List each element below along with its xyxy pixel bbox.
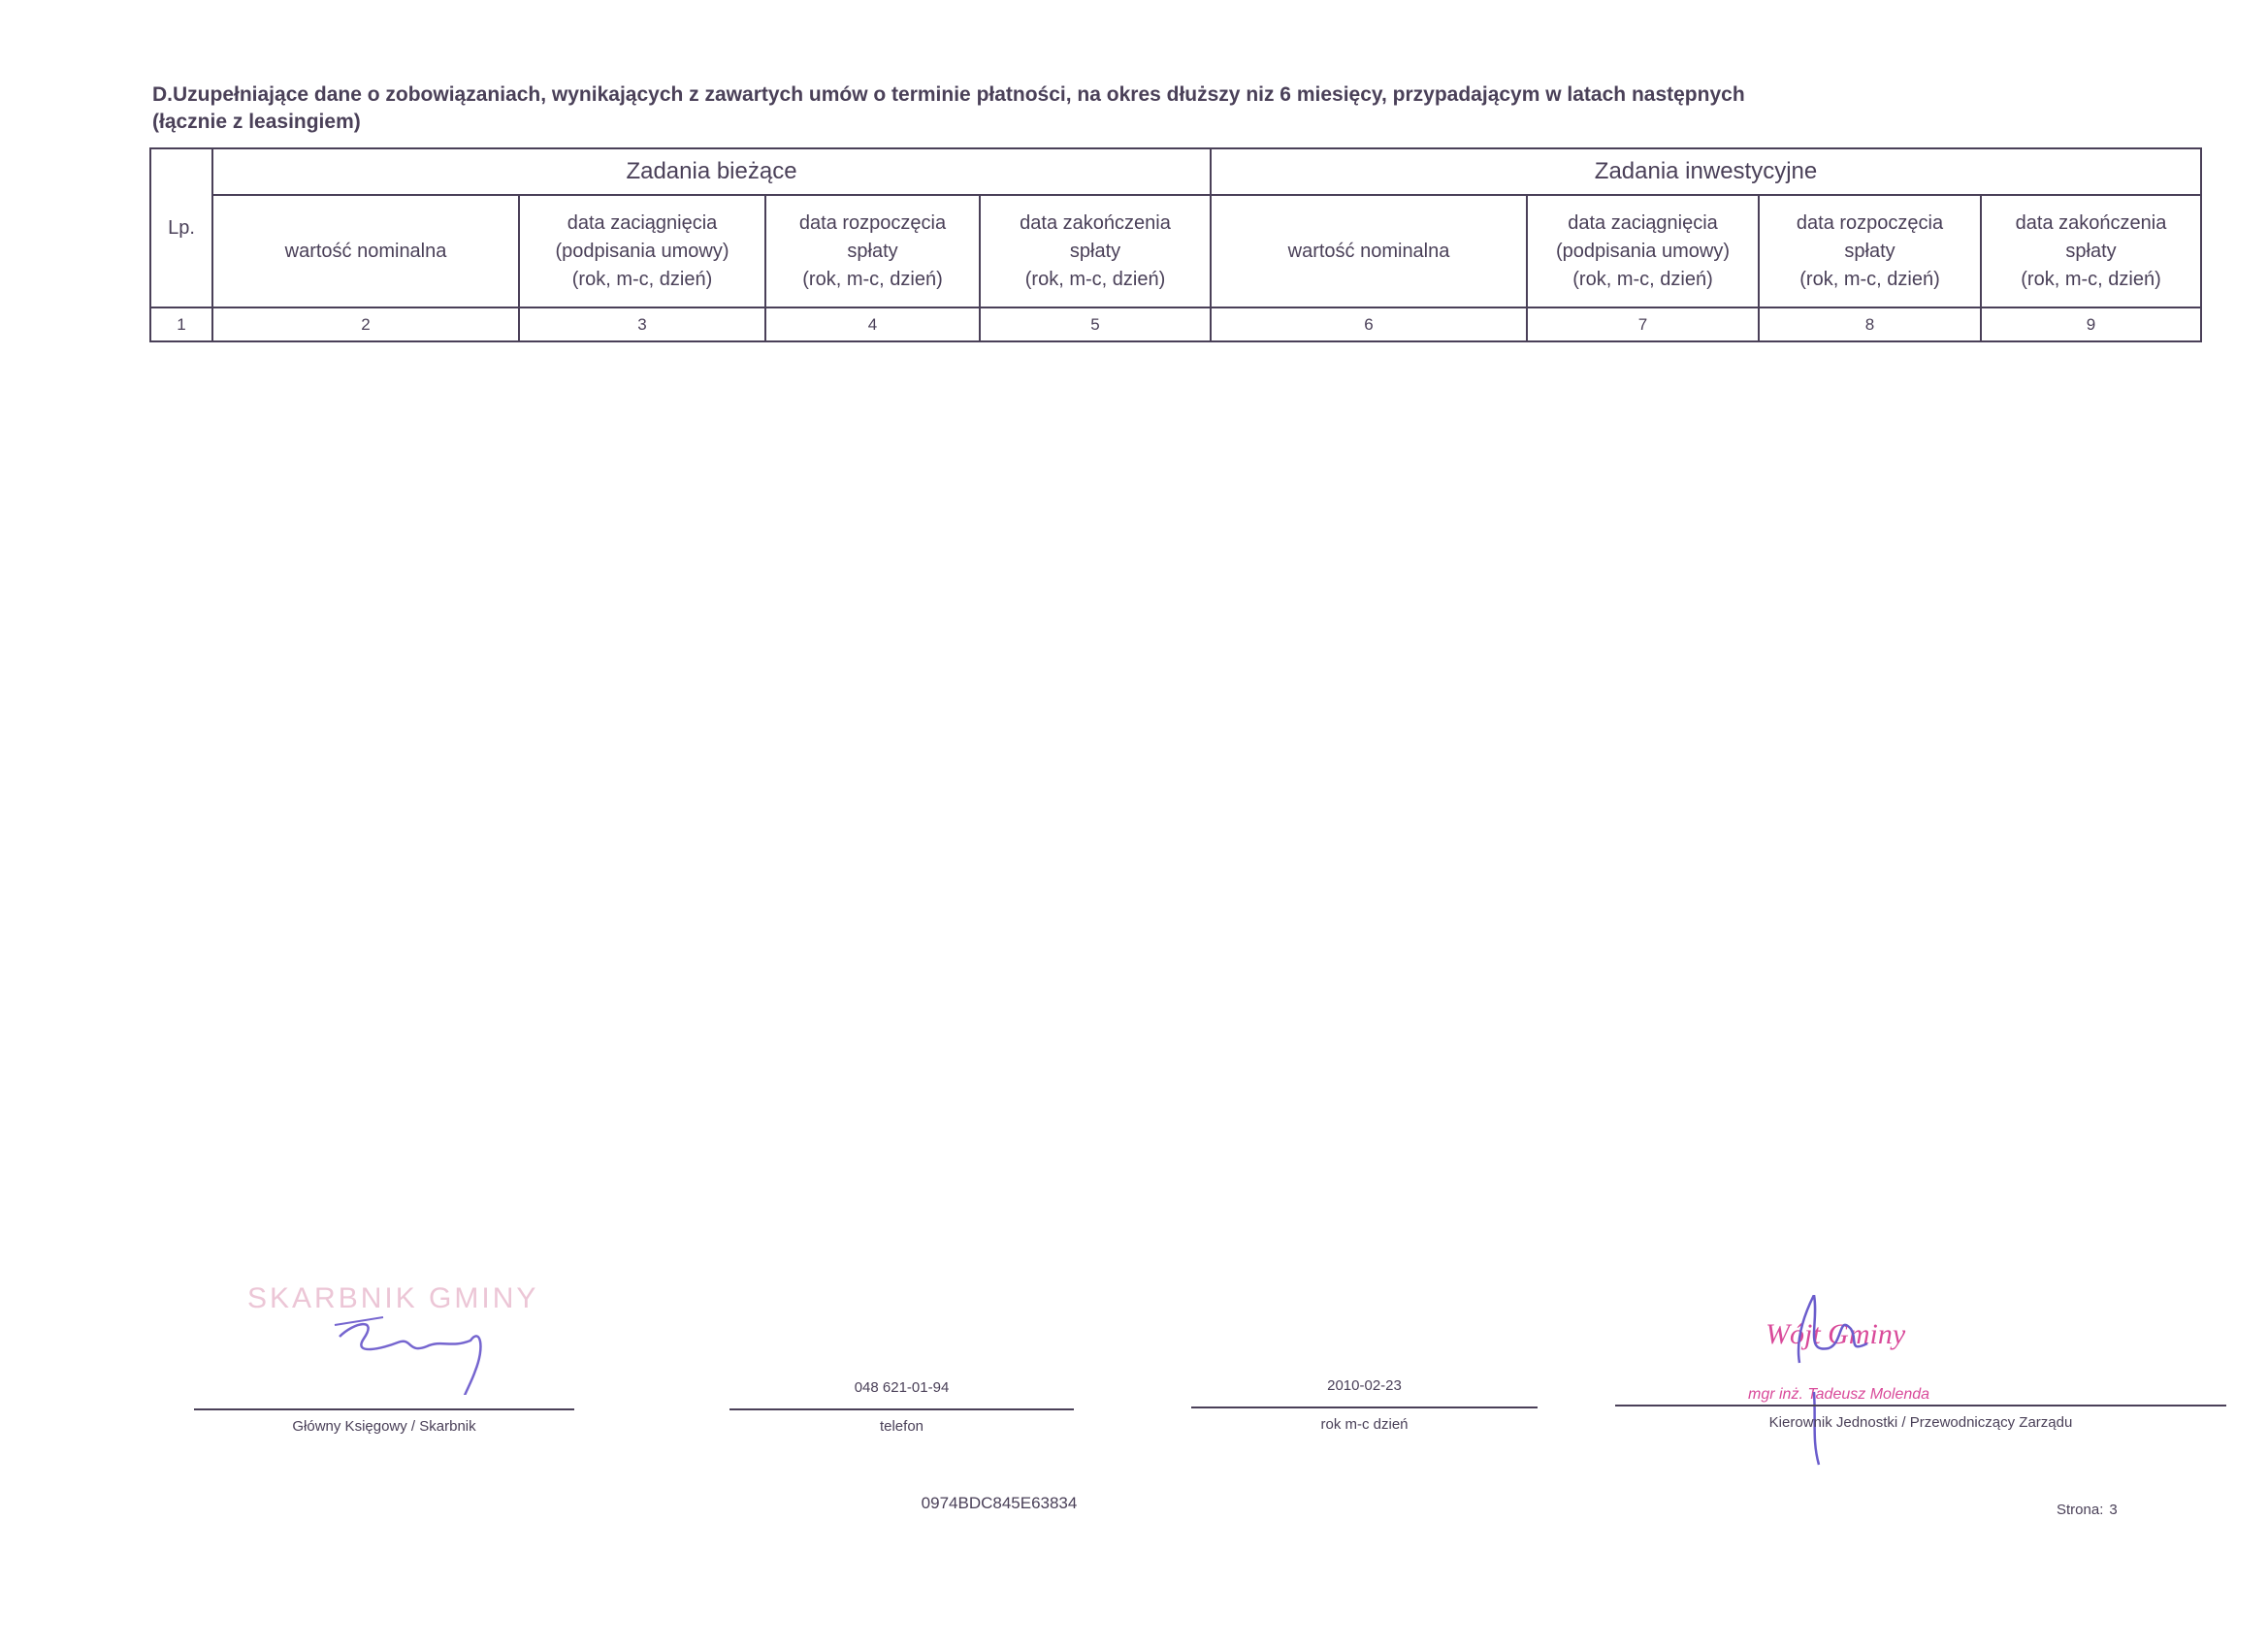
page-label: Strona: bbox=[2057, 1502, 2104, 1518]
section-d-title bbox=[152, 81, 1995, 136]
column-number-row bbox=[150, 307, 2201, 341]
lp-header: Lp. bbox=[150, 148, 212, 307]
column-number: 3 bbox=[519, 307, 765, 341]
column-number: 7 bbox=[1527, 307, 1759, 341]
phone-value: 048 621-01-94 bbox=[854, 1379, 950, 1396]
phone-label: telefon bbox=[879, 1418, 924, 1435]
col-header-investment-nominal: wartość nominalna bbox=[1211, 195, 1527, 307]
page-number bbox=[2057, 1502, 2118, 1518]
accountant-signature-line bbox=[194, 1408, 574, 1410]
mayor-stamp-line2: mgr inż. Tadeusz Molenda bbox=[1748, 1386, 1930, 1403]
mayor-stamp bbox=[1736, 1295, 2057, 1470]
column-number: 6 bbox=[1211, 307, 1527, 341]
col-header-current-repay-start: data rozpoczęcia spłaty (rok, m-c, dzień) bbox=[765, 195, 980, 307]
column-number: 2 bbox=[212, 307, 519, 341]
col-header-investment-repay-end: data zakończenia spłaty (rok, m-c, dzień) bbox=[1981, 195, 2201, 307]
col-header-current-nominal: wartość nominalna bbox=[212, 195, 519, 307]
treasurer-stamp-text: SKARBNIK GMINY bbox=[247, 1282, 539, 1314]
column-number: 8 bbox=[1759, 307, 1981, 341]
column-number: 9 bbox=[1981, 307, 2201, 341]
column-number: 1 bbox=[150, 307, 212, 341]
phone-line bbox=[729, 1408, 1074, 1410]
document-code: 0974BDC845E63834 bbox=[921, 1494, 1078, 1512]
group-header-investment: Zadania inwestycyjne bbox=[1211, 148, 2201, 195]
date-value: 2010-02-23 bbox=[1327, 1377, 1402, 1394]
head-label: Kierownik Jednostki / Przewodniczący Zarządu bbox=[1768, 1414, 2073, 1431]
section-title-line2: (łącznie z leasingiem) bbox=[152, 111, 361, 133]
col-header-investment-repay-start: data rozpoczęcia spłaty (rok, m-c, dzień) bbox=[1759, 195, 1981, 307]
treasurer-stamp bbox=[238, 1278, 587, 1395]
date-line bbox=[1191, 1406, 1538, 1408]
treasurer-signature bbox=[340, 1324, 480, 1395]
date-label: rok m-c dzień bbox=[1320, 1416, 1409, 1433]
column-number: 4 bbox=[765, 307, 980, 341]
obligations-table bbox=[149, 147, 2202, 342]
head-signature-line bbox=[1615, 1405, 2226, 1406]
page-number-value: 3 bbox=[2109, 1502, 2118, 1518]
accountant-label: Główny Księgowy / Skarbnik bbox=[292, 1418, 476, 1435]
col-header-current-contract-date: data zaciągnięcia (podpisania umowy) (rok, m-c, dzień) bbox=[519, 195, 765, 307]
mayor-stamp-line1: Wójt Gminy bbox=[1766, 1318, 1906, 1350]
col-header-investment-contract-date: data zaciągnięcia (podpisania umowy) (rok, m-c, dzień) bbox=[1527, 195, 1759, 307]
section-title-line1: D.Uzupełniające dane o zobowiązaniach, wynikających z zawartych umów o terminie płatności, na okres dłuższy niz 6 miesięcy, przypadającym w latach następnych bbox=[152, 83, 1745, 106]
col-header-current-repay-end: data zakończenia spłaty (rok, m-c, dzień) bbox=[980, 195, 1211, 307]
column-number: 5 bbox=[980, 307, 1211, 341]
group-header-current: Zadania bieżące bbox=[212, 148, 1211, 195]
